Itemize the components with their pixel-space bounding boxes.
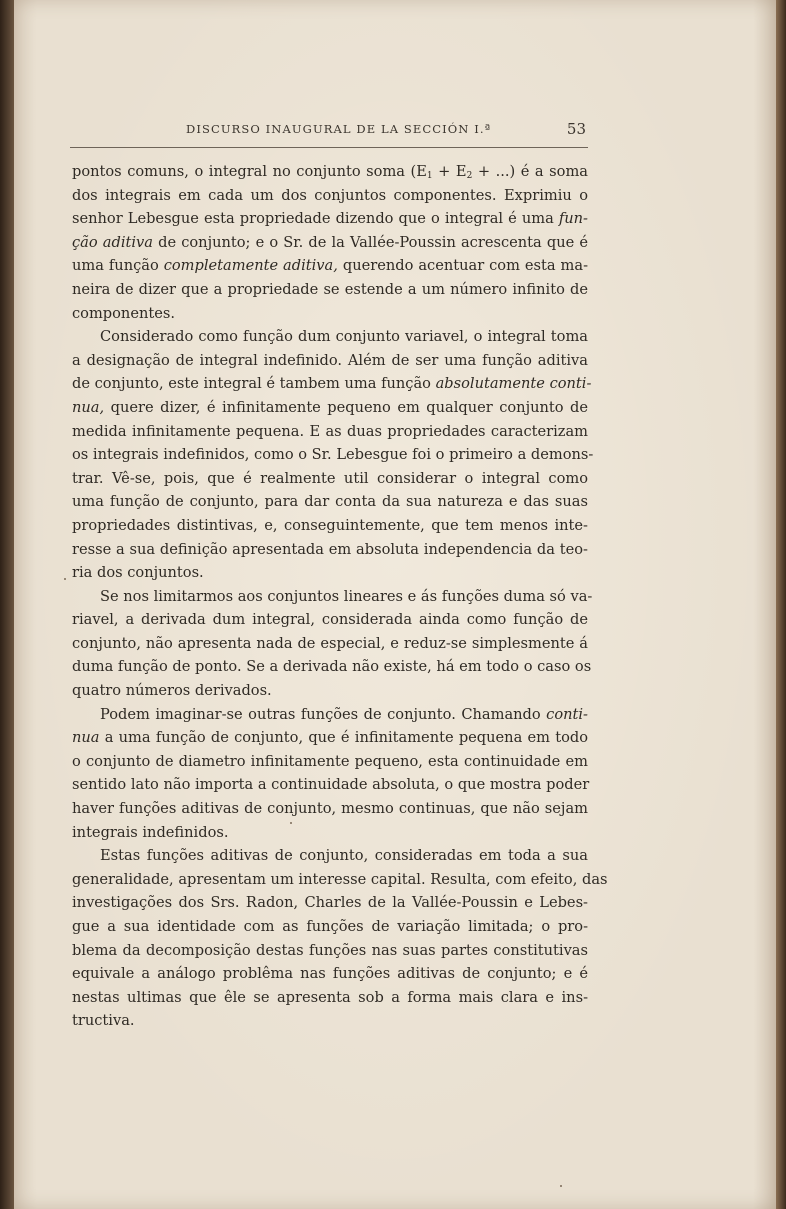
italic-term: nua [72,729,100,747]
body-text [72,160,608,1033]
text-line: nua a uma função de conjunto, que é infinitamente pequena em todo [72,729,588,747]
text-line: quatro números derivados. [72,682,272,700]
italic-term: nua, [72,398,105,416]
text-line: dos integrais em cada um dos conjuntos componentes. Exprimiu o [72,186,588,204]
paragraph-4 [72,703,588,845]
right-binding-edge [776,0,786,1209]
text-line: resse a sua definição apresentada em absoluta independencia da teo- [72,540,588,558]
text-line: generalidade, apresentam um interesse capital. Resulta, com efeito, das [72,870,608,888]
italic-term: completamente aditiva, [163,257,338,275]
text-line: pontos comuns, o integral no conjunto soma ($E_1 + E_2$ + ...) é a soma [72,163,588,181]
text-line: Podem imaginar-se outras funções de conjunto. Chamando conti- [100,705,588,723]
text-line: riavel, a derivada dum integral, considerada ainda como função de [72,611,588,629]
text-line: Estas funções aditivas de conjunto, consideradas em toda a sua [100,847,588,865]
text-line: haver funções aditivas de conjunto, mesmo continuas, que não sejam [72,800,588,818]
paragraph-3 [72,585,593,703]
page-header [70,120,588,146]
text-line: os integrais indefinidos, como o Sr. Lebesgue foi o primeiro a demons- [72,446,594,464]
text-line: o conjunto de diametro infinitamente pequeno, esta continuidade em [72,752,588,770]
text-line: integrais indefinidos. [72,823,229,841]
text-line: tructiva. [72,1012,135,1030]
paragraph-1 [72,160,588,325]
page-number: 53 [566,120,586,138]
text-line: nua, quere dizer, é infinitamente pequeno em qualquer conjunto de [72,398,588,416]
text-line: Considerado como função dum conjunto variavel, o integral toma [100,328,588,346]
text-line: Se nos limitarmos aos conjuntos lineares e ás funções duma só va- [100,587,593,605]
running-head: DISCURSO INAUGURAL DE LA SECCIÓN I.ª [186,122,492,136]
text-line: medida infinitamente pequena. E as duas propriedades caracterizam [72,422,588,440]
text-line: senhor Lebesgue esta propriedade dizendo que o integral é uma fun- [72,210,588,228]
text-line: ria dos conjuntos. [72,564,204,582]
italic-term: conti- [546,705,588,723]
text-line: propriedades distintivas, e, conseguintemente, que tem menos inte- [72,516,588,534]
text-line: a designação de integral indefinido. Além de ser uma função aditiva [72,351,588,369]
text-line: uma função de conjunto, para dar conta da sua natureza e das suas [72,493,588,511]
text-line: investigações dos Srs. Radon, Charles de la Vallée-Poussin e Lebes- [72,894,588,912]
text-line: blema da decomposição destas funções nas suas partes constitutivas [72,941,588,959]
text-line: sentido lato não importa a continuidade absoluta, o que mostra poder [72,776,590,794]
italic-term: ção aditiva [72,233,153,251]
italic-term: absolutamente conti- [435,375,592,393]
text-line: ção aditiva de conjunto; e o Sr. de la Vallée-Poussin acrescenta que é [72,233,588,251]
text-line: de conjunto, este integral é tambem uma função absolutamente conti- [72,375,592,393]
paper-speck [560,1185,562,1187]
italic-term: fun- [558,210,588,228]
text-line: conjunto, não apresenta nada de especial, e reduz-se simplesmente á [72,634,588,652]
left-binding-edge [0,0,14,1209]
paper-speck [64,578,66,580]
header-rule [70,147,588,148]
text-line: componentes. [72,304,175,322]
text-line: nestas ultimas que êle se apresenta sob a forma mais clara e ins- [72,988,588,1006]
text-line: duma função de ponto. Se a derivada não existe, há em todo o caso os [72,658,592,676]
text-line: uma função completamente aditiva, querendo acentuar com esta ma- [72,257,588,275]
text-line: neira de dizer que a propriedade se estende a um número infinito de [72,280,588,298]
text-line: gue a sua identidade com as funções de variação limitada; o pro- [72,918,588,935]
paper-speck [290,822,292,824]
text-line: trar. Vê-se, pois, que é realmente util considerar o integral como [72,469,588,487]
paragraph-5 [72,844,608,1033]
paragraph-2 [72,325,594,585]
text-line: equivale a análogo problêma nas funções aditivas de conjunto; e é [72,965,588,983]
